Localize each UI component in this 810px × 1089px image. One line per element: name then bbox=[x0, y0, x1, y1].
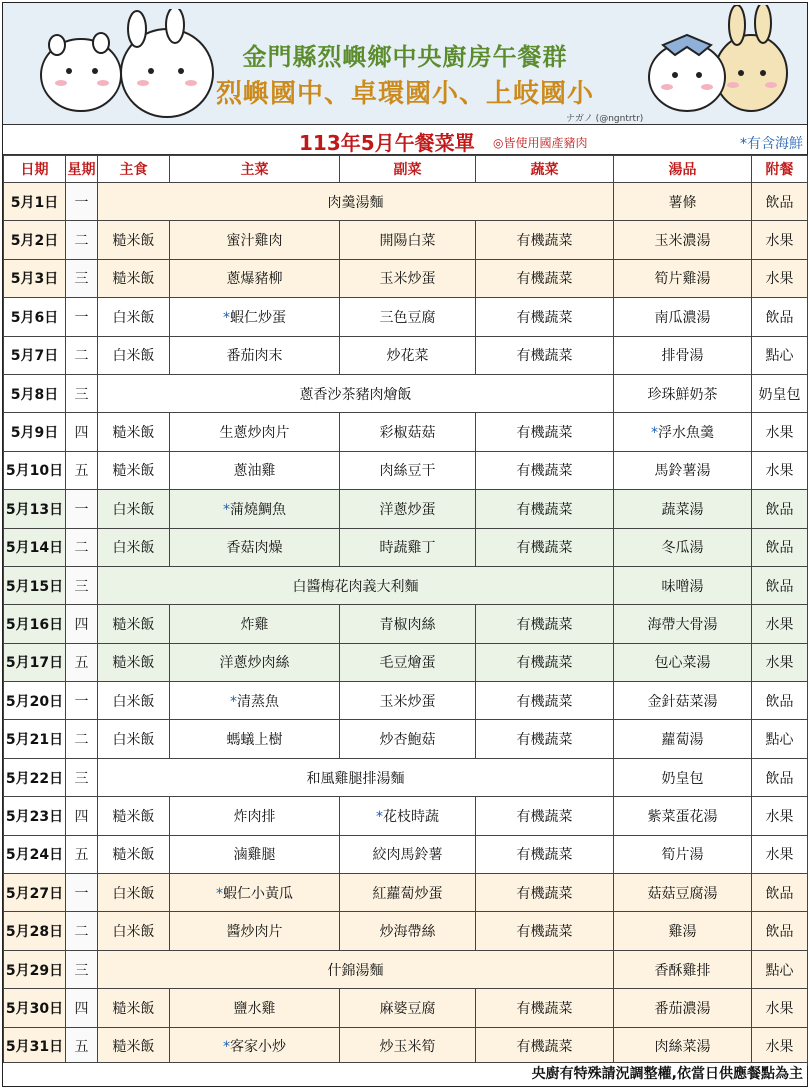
table-row bbox=[4, 1027, 808, 1065]
cell-weekday: 一 bbox=[66, 183, 98, 221]
cell-date: 5月20日 bbox=[4, 682, 66, 720]
cell-main-dish: 醬炒肉片 bbox=[170, 912, 340, 950]
cell-weekday: 五 bbox=[66, 643, 98, 681]
cell-extra: 水果 bbox=[752, 835, 808, 873]
cell-soup: 味噌湯 bbox=[614, 566, 752, 604]
cell-vegetable: 有機蔬菜 bbox=[476, 605, 614, 643]
col-header-soup: 湯品 bbox=[614, 156, 752, 183]
table-header-row bbox=[4, 156, 808, 183]
cell-side-dish: 三色豆腐 bbox=[340, 298, 476, 336]
cell-weekday: 一 bbox=[66, 490, 98, 528]
col-header-weekday: 星期 bbox=[66, 156, 98, 183]
cell-main-dish: 蔥油雞 bbox=[170, 451, 340, 489]
seafood-mark: * bbox=[223, 309, 230, 326]
cell-extra: 飲品 bbox=[752, 874, 808, 912]
cell-soup: 玉米濃湯 bbox=[614, 221, 752, 259]
col-header-staple: 主食 bbox=[98, 156, 170, 183]
cell-vegetable: 有機蔬菜 bbox=[476, 221, 614, 259]
cell-combined-meal: 肉羹湯麵 bbox=[98, 183, 614, 221]
table-row bbox=[4, 336, 808, 374]
cell-date: 5月28日 bbox=[4, 912, 66, 950]
cell-extra: 點心 bbox=[752, 950, 808, 988]
seafood-mark: * bbox=[376, 808, 383, 825]
cell-extra: 水果 bbox=[752, 1027, 808, 1065]
table-row bbox=[4, 605, 808, 643]
cell-weekday: 三 bbox=[66, 758, 98, 796]
cell-extra: 水果 bbox=[752, 797, 808, 835]
cell-soup: 紫菜蛋花湯 bbox=[614, 797, 752, 835]
cell-staple: 糙米飯 bbox=[98, 605, 170, 643]
cell-combined-meal: 白醬梅花肉義大利麵 bbox=[98, 566, 614, 604]
cell-main-dish: *蝦仁炒蛋 bbox=[170, 298, 340, 336]
cell-soup: 菇菇豆腐湯 bbox=[614, 874, 752, 912]
cell-main-dish: *蒲燒鯛魚 bbox=[170, 490, 340, 528]
cell-date: 5月10日 bbox=[4, 451, 66, 489]
col-header-main-dish: 主菜 bbox=[170, 156, 340, 183]
cell-weekday: 三 bbox=[66, 259, 98, 297]
cell-side-dish: 玉米炒蛋 bbox=[340, 259, 476, 297]
cell-staple: 糙米飯 bbox=[98, 413, 170, 451]
cell-weekday: 四 bbox=[66, 605, 98, 643]
table-row bbox=[4, 413, 808, 451]
cell-side-dish: 肉絲豆干 bbox=[340, 451, 476, 489]
cell-soup: 筍片雞湯 bbox=[614, 259, 752, 297]
cell-date: 5月2日 bbox=[4, 221, 66, 259]
cell-vegetable: 有機蔬菜 bbox=[476, 490, 614, 528]
cell-soup: 雞湯 bbox=[614, 912, 752, 950]
cell-soup: 香酥雞排 bbox=[614, 950, 752, 988]
cell-side-dish: 青椒肉絲 bbox=[340, 605, 476, 643]
cell-main-dish: 炸雞 bbox=[170, 605, 340, 643]
cell-soup: 冬瓜湯 bbox=[614, 528, 752, 566]
cell-date: 5月14日 bbox=[4, 528, 66, 566]
cell-main-dish: *客家小炒 bbox=[170, 1027, 340, 1065]
cell-side-dish: 洋蔥炒蛋 bbox=[340, 490, 476, 528]
table-row bbox=[4, 950, 808, 988]
cell-staple: 白米飯 bbox=[98, 912, 170, 950]
table-row bbox=[4, 566, 808, 604]
cell-date: 5月23日 bbox=[4, 797, 66, 835]
cell-extra: 奶皇包 bbox=[752, 374, 808, 412]
menu-title: 113年5月午餐菜單 bbox=[299, 131, 475, 155]
cell-side-dish: 玉米炒蛋 bbox=[340, 682, 476, 720]
cell-weekday: 五 bbox=[66, 835, 98, 873]
cell-staple: 白米飯 bbox=[98, 528, 170, 566]
cell-main-dish: 香菇肉燥 bbox=[170, 528, 340, 566]
table-row bbox=[4, 835, 808, 873]
cell-main-dish: 鹽水雞 bbox=[170, 989, 340, 1027]
lunch-menu-table bbox=[3, 155, 808, 1066]
cell-extra: 飲品 bbox=[752, 682, 808, 720]
cell-staple: 白米飯 bbox=[98, 874, 170, 912]
table-row bbox=[4, 183, 808, 221]
cell-weekday: 三 bbox=[66, 566, 98, 604]
cell-date: 5月13日 bbox=[4, 490, 66, 528]
cell-vegetable: 有機蔬菜 bbox=[476, 259, 614, 297]
cell-extra: 飲品 bbox=[752, 183, 808, 221]
col-header-date: 日期 bbox=[4, 156, 66, 183]
seafood-mark: * bbox=[223, 501, 230, 518]
cell-staple: 白米飯 bbox=[98, 682, 170, 720]
cell-date: 5月8日 bbox=[4, 374, 66, 412]
cell-extra: 水果 bbox=[752, 413, 808, 451]
cell-weekday: 五 bbox=[66, 1027, 98, 1065]
cell-main-dish: 番茄肉末 bbox=[170, 336, 340, 374]
table-row bbox=[4, 528, 808, 566]
cell-soup: 金針菇菜湯 bbox=[614, 682, 752, 720]
cell-side-dish: 絞肉馬鈴薯 bbox=[340, 835, 476, 873]
cell-date: 5月27日 bbox=[4, 874, 66, 912]
title-kitchen-group: 金門縣烈嶼鄉中央廚房午餐群 bbox=[242, 43, 568, 71]
table-row bbox=[4, 374, 808, 412]
cell-soup: 奶皇包 bbox=[614, 758, 752, 796]
cell-weekday: 四 bbox=[66, 989, 98, 1027]
table-row bbox=[4, 682, 808, 720]
cell-staple: 糙米飯 bbox=[98, 835, 170, 873]
table-row bbox=[4, 451, 808, 489]
seafood-note: *有含海鮮 bbox=[740, 136, 803, 152]
cell-staple: 白米飯 bbox=[98, 490, 170, 528]
table-row bbox=[4, 758, 808, 796]
cell-side-dish: 時蔬雞丁 bbox=[340, 528, 476, 566]
cell-extra: 水果 bbox=[752, 605, 808, 643]
cell-soup: 筍片湯 bbox=[614, 835, 752, 873]
cell-vegetable: 有機蔬菜 bbox=[476, 298, 614, 336]
cell-main-dish: 洋蔥炒肉絲 bbox=[170, 643, 340, 681]
cell-weekday: 二 bbox=[66, 528, 98, 566]
illustration-credit: ナガノ (@ngntrtr) bbox=[566, 114, 644, 124]
cell-main-dish: 生蔥炒肉片 bbox=[170, 413, 340, 451]
cell-staple: 糙米飯 bbox=[98, 259, 170, 297]
col-header-extra: 附餐 bbox=[752, 156, 808, 183]
cell-weekday: 二 bbox=[66, 912, 98, 950]
cell-staple: 糙米飯 bbox=[98, 643, 170, 681]
table-row bbox=[4, 490, 808, 528]
cell-staple: 糙米飯 bbox=[98, 451, 170, 489]
cell-side-dish: 麻婆豆腐 bbox=[340, 989, 476, 1027]
cell-extra: 水果 bbox=[752, 451, 808, 489]
cell-extra: 飲品 bbox=[752, 490, 808, 528]
cell-vegetable: 有機蔬菜 bbox=[476, 643, 614, 681]
header bbox=[3, 3, 807, 125]
cell-date: 5月9日 bbox=[4, 413, 66, 451]
cell-staple: 糙米飯 bbox=[98, 797, 170, 835]
pork-origin-note: ◎皆使用國產豬肉 bbox=[493, 136, 588, 150]
cell-soup: 海帶大骨湯 bbox=[614, 605, 752, 643]
cell-date: 5月21日 bbox=[4, 720, 66, 758]
table-row bbox=[4, 298, 808, 336]
cell-combined-meal: 蔥香沙茶豬肉燴飯 bbox=[98, 374, 614, 412]
cell-date: 5月15日 bbox=[4, 566, 66, 604]
cell-date: 5月31日 bbox=[4, 1027, 66, 1065]
cell-side-dish: *花枝時蔬 bbox=[340, 797, 476, 835]
cell-combined-meal: 什錦湯麵 bbox=[98, 950, 614, 988]
table-row bbox=[4, 720, 808, 758]
table-row bbox=[4, 797, 808, 835]
cell-vegetable: 有機蔬菜 bbox=[476, 912, 614, 950]
month-banner bbox=[3, 125, 807, 155]
table-row bbox=[4, 874, 808, 912]
table-row bbox=[4, 912, 808, 950]
cell-date: 5月6日 bbox=[4, 298, 66, 336]
cell-side-dish: 紅蘿蔔炒蛋 bbox=[340, 874, 476, 912]
cell-extra: 點心 bbox=[752, 336, 808, 374]
cell-date: 5月17日 bbox=[4, 643, 66, 681]
cell-vegetable: 有機蔬菜 bbox=[476, 720, 614, 758]
table-row bbox=[4, 221, 808, 259]
cell-combined-meal: 和風雞腿排湯麵 bbox=[98, 758, 614, 796]
seafood-mark: * bbox=[230, 693, 237, 710]
cell-date: 5月16日 bbox=[4, 605, 66, 643]
cell-weekday: 一 bbox=[66, 298, 98, 336]
cell-vegetable: 有機蔬菜 bbox=[476, 797, 614, 835]
cell-side-dish: 開陽白菜 bbox=[340, 221, 476, 259]
seafood-mark: * bbox=[223, 1039, 230, 1056]
cell-weekday: 三 bbox=[66, 950, 98, 988]
menu-page bbox=[2, 2, 808, 1087]
cell-soup: 蔬菜湯 bbox=[614, 490, 752, 528]
cell-soup: *浮水魚羹 bbox=[614, 413, 752, 451]
cell-date: 5月30日 bbox=[4, 989, 66, 1027]
cell-extra: 水果 bbox=[752, 259, 808, 297]
menu-body bbox=[4, 183, 808, 1066]
cell-vegetable: 有機蔬菜 bbox=[476, 528, 614, 566]
cell-soup: 包心菜湯 bbox=[614, 643, 752, 681]
col-header-side-dish: 副菜 bbox=[340, 156, 476, 183]
cell-extra: 水果 bbox=[752, 643, 808, 681]
seafood-mark: * bbox=[651, 425, 658, 442]
cell-side-dish: 炒杏鮑菇 bbox=[340, 720, 476, 758]
cell-staple: 白米飯 bbox=[98, 336, 170, 374]
cell-side-dish: 彩椒菇菇 bbox=[340, 413, 476, 451]
cell-date: 5月24日 bbox=[4, 835, 66, 873]
cell-main-dish: *蝦仁小黃瓜 bbox=[170, 874, 340, 912]
cell-vegetable: 有機蔬菜 bbox=[476, 835, 614, 873]
cell-vegetable: 有機蔬菜 bbox=[476, 451, 614, 489]
seafood-mark: * bbox=[216, 885, 223, 902]
table-row bbox=[4, 259, 808, 297]
footer-note: 央廚有特殊請況調整權,依當日供應餐點為主 bbox=[3, 1062, 807, 1086]
cell-staple: 糙米飯 bbox=[98, 989, 170, 1027]
cell-side-dish: 炒花菜 bbox=[340, 336, 476, 374]
cell-soup: 珍珠鮮奶茶 bbox=[614, 374, 752, 412]
cell-main-dish: 炸肉排 bbox=[170, 797, 340, 835]
cell-side-dish: 毛豆燴蛋 bbox=[340, 643, 476, 681]
cell-soup: 番茄濃湯 bbox=[614, 989, 752, 1027]
cell-weekday: 二 bbox=[66, 720, 98, 758]
cell-vegetable: 有機蔬菜 bbox=[476, 336, 614, 374]
cell-vegetable: 有機蔬菜 bbox=[476, 1027, 614, 1065]
cell-extra: 點心 bbox=[752, 720, 808, 758]
cell-staple: 糙米飯 bbox=[98, 1027, 170, 1065]
cell-weekday: 一 bbox=[66, 874, 98, 912]
cell-main-dish: 蜜汁雞肉 bbox=[170, 221, 340, 259]
cell-soup: 排骨湯 bbox=[614, 336, 752, 374]
cell-extra: 水果 bbox=[752, 989, 808, 1027]
cell-extra: 水果 bbox=[752, 221, 808, 259]
cell-weekday: 三 bbox=[66, 374, 98, 412]
cell-date: 5月3日 bbox=[4, 259, 66, 297]
cell-main-dish: *清蒸魚 bbox=[170, 682, 340, 720]
cell-soup: 南瓜濃湯 bbox=[614, 298, 752, 336]
cell-weekday: 四 bbox=[66, 413, 98, 451]
cell-staple: 白米飯 bbox=[98, 298, 170, 336]
cell-extra: 飲品 bbox=[752, 758, 808, 796]
cell-weekday: 二 bbox=[66, 221, 98, 259]
cell-vegetable: 有機蔬菜 bbox=[476, 413, 614, 451]
cell-extra: 飲品 bbox=[752, 298, 808, 336]
cell-vegetable: 有機蔬菜 bbox=[476, 682, 614, 720]
cell-soup: 馬鈴薯湯 bbox=[614, 451, 752, 489]
cell-main-dish: 蔥爆豬柳 bbox=[170, 259, 340, 297]
cell-soup: 肉絲菜湯 bbox=[614, 1027, 752, 1065]
cell-side-dish: 炒海帶絲 bbox=[340, 912, 476, 950]
cell-staple: 白米飯 bbox=[98, 720, 170, 758]
cell-vegetable: 有機蔬菜 bbox=[476, 874, 614, 912]
cell-extra: 飲品 bbox=[752, 528, 808, 566]
cell-soup: 蘿蔔湯 bbox=[614, 720, 752, 758]
cell-vegetable: 有機蔬菜 bbox=[476, 989, 614, 1027]
cell-weekday: 四 bbox=[66, 797, 98, 835]
cell-extra: 飲品 bbox=[752, 912, 808, 950]
cell-extra: 飲品 bbox=[752, 566, 808, 604]
cell-date: 5月29日 bbox=[4, 950, 66, 988]
col-header-vegetable: 蔬菜 bbox=[476, 156, 614, 183]
cell-date: 5月1日 bbox=[4, 183, 66, 221]
table-row bbox=[4, 643, 808, 681]
cell-staple: 糙米飯 bbox=[98, 221, 170, 259]
cell-soup: 薯條 bbox=[614, 183, 752, 221]
cell-date: 5月22日 bbox=[4, 758, 66, 796]
cell-weekday: 五 bbox=[66, 451, 98, 489]
cell-side-dish: 炒玉米筍 bbox=[340, 1027, 476, 1065]
cell-date: 5月7日 bbox=[4, 336, 66, 374]
cell-weekday: 一 bbox=[66, 682, 98, 720]
cell-main-dish: 滷雞腿 bbox=[170, 835, 340, 873]
title-schools: 烈嶼國中、卓環國小、上岐國小 bbox=[215, 79, 594, 109]
cell-weekday: 二 bbox=[66, 336, 98, 374]
cell-main-dish: 螞蟻上樹 bbox=[170, 720, 340, 758]
table-row bbox=[4, 989, 808, 1027]
